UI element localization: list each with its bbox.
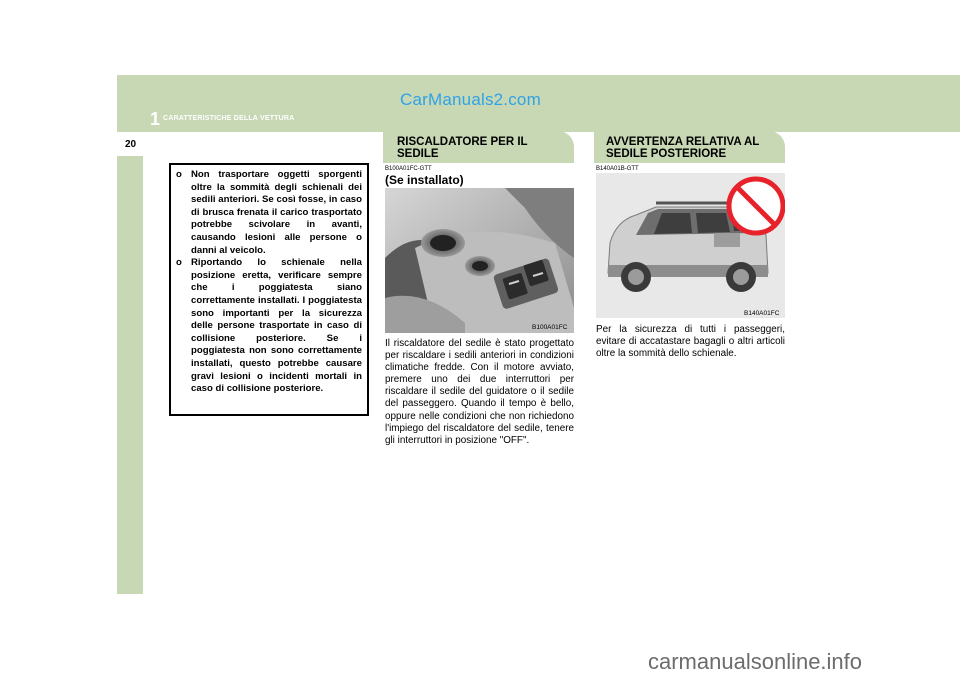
seat-heater-illustration — [385, 188, 574, 333]
chapter-title: CARATTERISTICHE DELLA VETTURA — [163, 115, 295, 122]
heater-figure-code: B100A01FC — [532, 324, 568, 331]
rear-seat-title-line1: AVVERTENZA RELATIVA AL — [606, 136, 760, 148]
warning-box — [169, 163, 369, 416]
rear-seat-code: B140A01B-GTT — [596, 166, 639, 172]
seat-heater-figure — [385, 188, 574, 333]
rear-seat-figure — [596, 173, 785, 318]
heater-body: Il riscaldatore del sedile è stato progettato per riscaldare i sedili anteriori in condizioni climatiche fredde. Con il motore avviato, premere uno dei due interruttori per riscaldare il sedile del guidatore o il sedile del passeggero. Quando il tempo è bello, oppure nelle condizioni che non richiedono l'impiego del riscaldatore del sedile, tenere gli interruttori in posizione "OFF". — [385, 338, 574, 446]
rear-seat-body: Per la sicurezza di tutti i passeggeri, evitare di accatastare bagagli o altri articoli oltre la sommità dello schienale. — [596, 324, 785, 360]
heater-title-line2: SEDILE — [397, 148, 439, 160]
warning-item — [176, 257, 362, 396]
heater-title-line1: RISCALDATORE PER IL — [397, 136, 528, 148]
prohibition-icon — [729, 179, 783, 233]
warning-item — [176, 169, 362, 257]
heater-subtitle: (Se installato) — [385, 173, 464, 187]
warning-text: Non trasportare oggetti sporgenti oltre la sommità degli schienali dei sedili anteriori. Se così fosse, in caso di brusca frenata il carico trasportato potrebbe scivolare in avanti, causando lesioni alle persone o danni al veicolo. — [191, 169, 362, 256]
car-illustration — [596, 173, 785, 318]
warning-text: Riportando lo schienale nella posizione eretta, verificare sempre che i poggiatesta siano correttamente installati. I poggiatesta sono importanti per la sicurezza delle persone trasportate in caso di collisione posteriore. Se i poggiatesta non sono correttamente installati, questo potrebbe causare gravi lesioni o incidenti mortali in caso di collisione posteriore. — [191, 257, 362, 395]
watermark-top[interactable]: CarManuals2.com — [400, 90, 541, 109]
page-number: 20 — [125, 139, 137, 150]
heater-section-title — [397, 136, 528, 160]
bullet: o — [176, 257, 182, 269]
rear-seat-title-line2: SEDILE POSTERIORE — [606, 148, 727, 160]
heater-code: B100A01FC-GTT — [385, 166, 432, 172]
watermark-bottom[interactable]: carmanualsonline.info — [648, 649, 863, 674]
rear-seat-figure-code: B140A01FC — [744, 310, 780, 317]
rear-seat-section-title — [606, 136, 759, 160]
chapter-number: 1 — [150, 109, 161, 129]
bullet: o — [176, 169, 182, 180]
